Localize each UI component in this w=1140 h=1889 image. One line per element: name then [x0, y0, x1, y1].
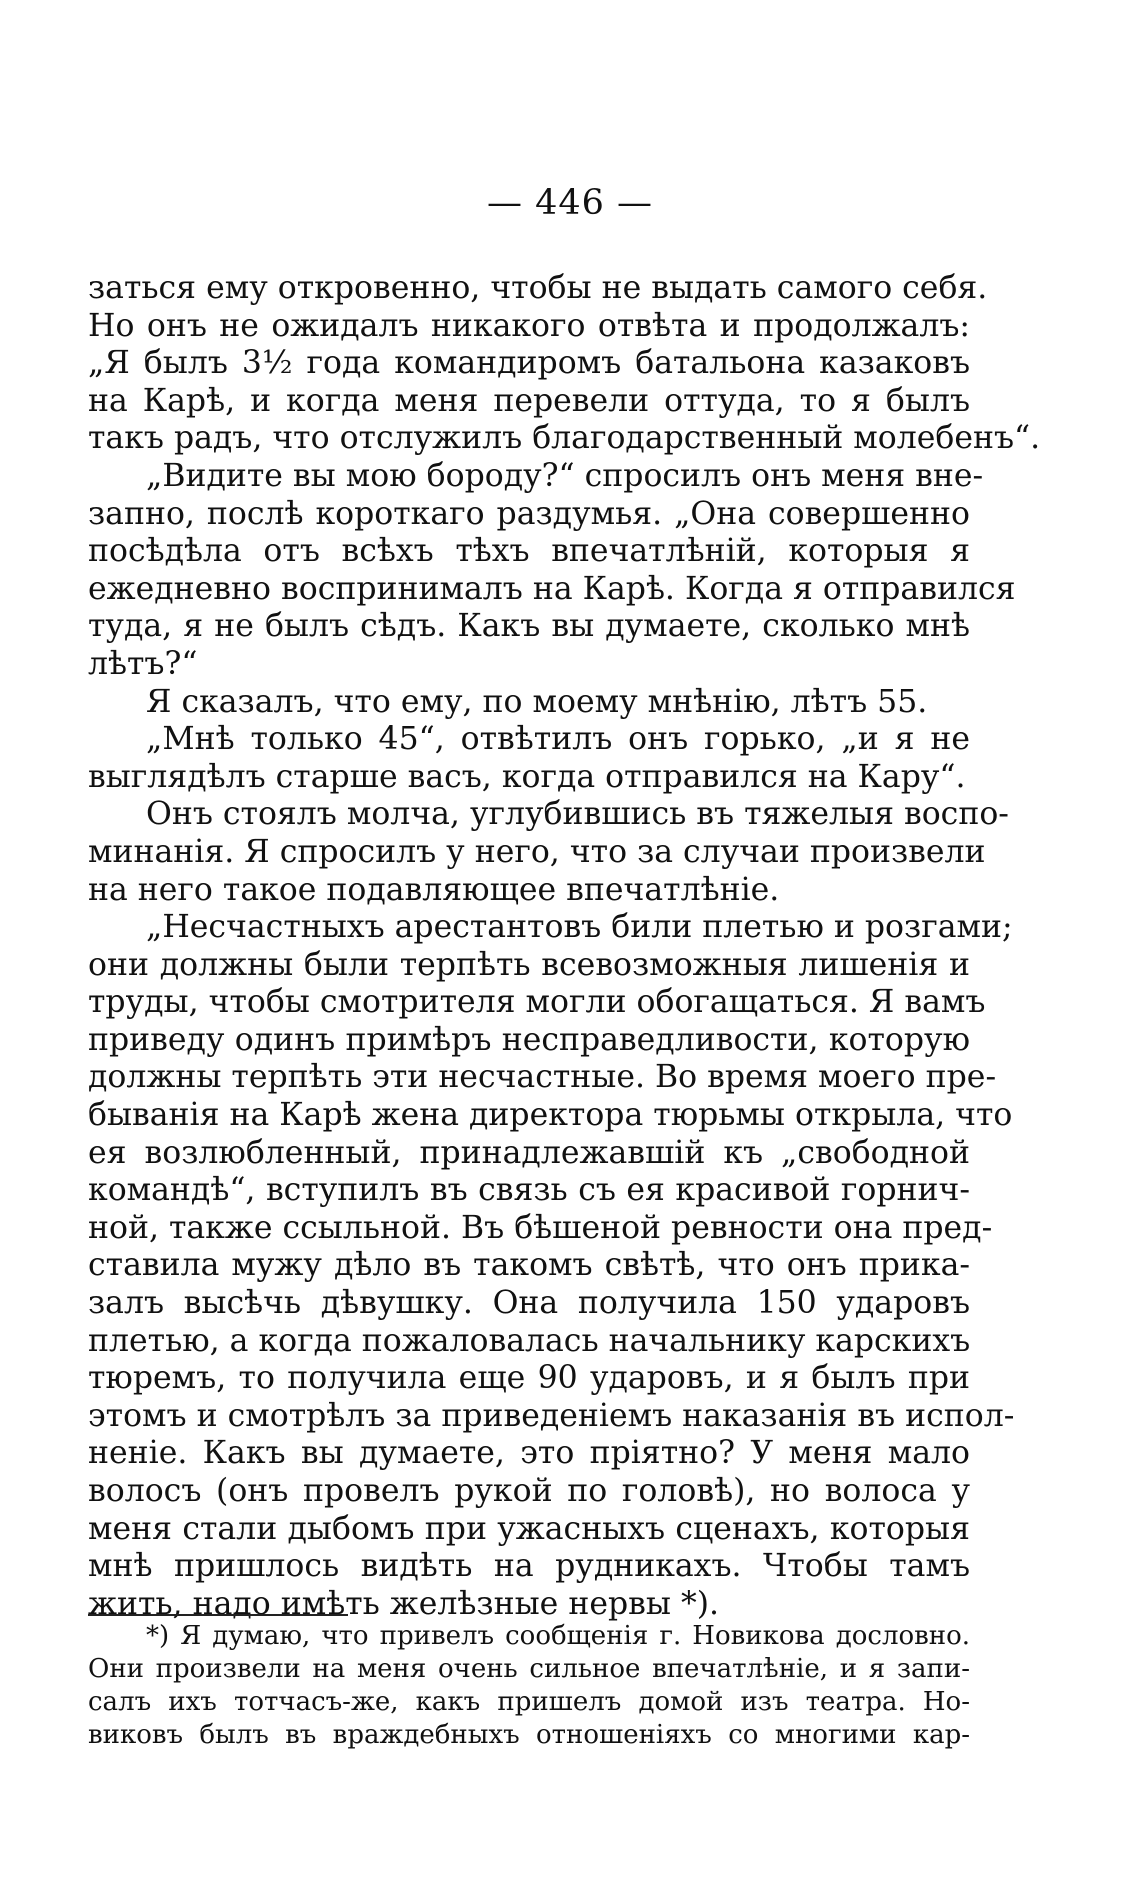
text-line: запно, послѣ короткаго раздумья. „Она совершенно — [88, 495, 970, 532]
footnote-divider — [88, 1614, 348, 1616]
footnote-line: *) Я думаю, что привелъ сообщенія г. Новикова дословно. — [146, 1621, 970, 1651]
body-text — [88, 270, 1041, 1623]
text-line: „Несчастныхъ арестантовъ били плетью и розгами; — [146, 909, 1013, 946]
text-line: Я сказалъ, что ему, по моему мнѣнію, лѣтъ 55. — [146, 683, 928, 720]
text-line: они должны были терпѣть всевозможныя лишенія и — [88, 946, 970, 983]
text-line: должны терпѣть эти несчастные. Во время моего пре- — [88, 1059, 997, 1096]
text-line: Но онъ не ожидалъ никакого отвѣта и продолжалъ: — [88, 307, 970, 344]
footnote-line: салъ ихъ тотчасъ-же, какъ пришелъ домой изъ театра. Но- — [88, 1687, 970, 1717]
text-line: ея возлюбленный, принадлежавшій къ „свободной — [88, 1134, 970, 1171]
text-line: плетью, а когда пожаловалась начальнику карскихъ — [88, 1322, 971, 1359]
text-line: меня стали дыбомъ при ужасныхъ сценахъ, которыя — [88, 1510, 970, 1547]
footnote — [88, 1620, 970, 1752]
text-line: такъ радъ, что отслужилъ благодарственный молебенъ“. — [88, 420, 1041, 457]
text-line: ежедневно воспринималъ на Карѣ. Когда я отправился — [88, 570, 1016, 607]
text-line: на Карѣ, и когда меня перевели оттуда, то я былъ — [88, 382, 970, 419]
text-line: ставила мужу дѣло въ такомъ свѣтѣ, что онъ прика- — [88, 1247, 970, 1284]
footnote-line: виковъ былъ въ враждебныхъ отношеніяхъ со многими кар- — [88, 1720, 970, 1750]
text-line: минанія. Я спросилъ у него, что за случаи произвели — [88, 833, 986, 870]
text-line: Онъ стоялъ молча, углубившись въ тяжелыя воспо- — [146, 796, 1009, 833]
text-line: быванія на Карѣ жена директора тюрьмы открыла, что — [88, 1097, 1013, 1134]
text-line: командѣ“, вступилъ въ связь съ ея красивой горнич- — [88, 1172, 970, 1209]
text-line: приведу одинъ примѣръ несправедливости, которую — [88, 1021, 970, 1058]
text-line: этомъ и смотрѣлъ за приведеніемъ наказанія въ испол- — [88, 1397, 1015, 1434]
text-line: посѣдѣла отъ всѣхъ тѣхъ впечатлѣній, которыя я — [88, 533, 970, 570]
text-line: залъ высѣчь дѣвушку. Она получила 150 ударовъ — [88, 1285, 970, 1322]
text-line: „Мнѣ только 45“, отвѣтилъ онъ горько, „и я не — [146, 721, 970, 758]
text-line: заться ему откровенно, чтобы не выдать самого себя. — [88, 270, 988, 306]
text-line: мнѣ пришлось видѣть на рудникахъ. Чтобы тамъ — [88, 1548, 970, 1585]
text-line: „Видите вы мою бороду?“ спросилъ онъ меня вне- — [146, 457, 984, 494]
text-line: тюремъ, то получила еще 90 ударовъ, и я былъ при — [88, 1360, 970, 1397]
text-line: „Я былъ 3½ года командиромъ батальона казаковъ — [88, 345, 970, 382]
text-line: волосъ (онъ провелъ рукой по головѣ), но волоса у — [88, 1473, 970, 1509]
text-line: ной, также ссыльной. Въ бѣшеной ревности она пред- — [88, 1209, 993, 1246]
text-line: труды, чтобы смотрителя могли обогащаться. Я вамъ — [88, 984, 986, 1021]
page-number: — 446 — — [486, 183, 654, 223]
footnote-line: Они произвели на меня очень сильное впечатлѣніе, и я запи- — [88, 1654, 970, 1684]
text-line: выглядѣлъ старше васъ, когда отправился на Кару“. — [88, 758, 966, 795]
text-line: на него такое подавляющее впечатлѣніе. — [88, 871, 780, 908]
text-line: жить, надо имѣть желѣзные нервы *). — [88, 1585, 719, 1622]
text-line: лѣтъ?“ — [88, 645, 198, 682]
text-line: неніе. Какъ вы думаете, это пріятно? У меня мало — [88, 1435, 970, 1472]
text-line: туда, я не былъ сѣдъ. Какъ вы думаете, сколько мнѣ — [88, 608, 970, 645]
